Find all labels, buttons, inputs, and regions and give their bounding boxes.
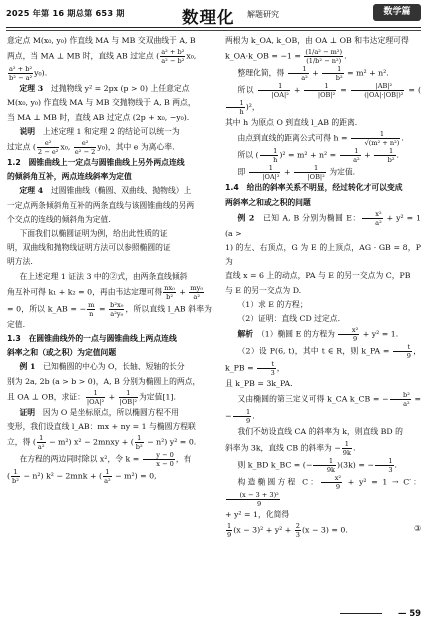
- issue-info: 2025 年第 16 期总第 653 期: [6, 8, 125, 18]
- denominator: 9k: [326, 465, 336, 474]
- text-span: ，: [276, 363, 285, 373]
- text-span: （2）设 P(6, t)，其中 t ∈ R，则 k_PA =: [237, 346, 393, 356]
- text-span: .: [344, 51, 347, 61]
- section-badge: 数学篇: [373, 4, 421, 21]
- text-line: 其中 h 为原点 O 到直线 l_AB 的距离.: [225, 118, 358, 128]
- fraction: [86, 389, 105, 406]
- text-span: +: [281, 167, 293, 177]
- numerator: 1: [249, 164, 281, 173]
- text-span: 因为 O 是坐标原点，所以椭圆方程不用: [42, 407, 179, 417]
- fraction: [375, 457, 394, 474]
- denominator: 2 − e²: [37, 148, 59, 157]
- text-line: [225, 343, 421, 377]
- fraction: [288, 65, 309, 82]
- text-span: 角互补可得 k₁ + k₂ = 0，再由韦达定理可得: [7, 287, 163, 297]
- fraction: [160, 48, 185, 65]
- fraction: [37, 434, 46, 451]
- text-span: (x − 3)² + y² +: [233, 525, 294, 535]
- text-span: 斜率为 3k，直线 CB 的斜率为 −: [225, 443, 341, 453]
- fraction: [109, 301, 124, 318]
- example-1: [7, 360, 212, 374]
- numerator: 1: [37, 434, 46, 443]
- text-span: .: [401, 133, 404, 143]
- fraction: [163, 284, 176, 301]
- fraction: [249, 164, 281, 181]
- fraction: [340, 147, 361, 164]
- fraction: [393, 343, 412, 360]
- text-line: [7, 284, 212, 301]
- text-span: (x − 3) = 0.: [301, 525, 348, 535]
- text-line: 且 k_PB = 3k_PA.: [225, 379, 293, 389]
- denominator: a²: [301, 74, 308, 83]
- numerator: 1: [135, 434, 144, 443]
- fraction: [260, 147, 279, 164]
- note: [7, 125, 212, 139]
- text-line: + y² = 1，化简得: [225, 509, 290, 519]
- text-span: + y² = 1 → C′：: [343, 477, 421, 487]
- text-span: + y² = 1 (a >: [225, 213, 422, 238]
- text-span: =: [96, 304, 109, 314]
- text-line: [7, 301, 212, 332]
- text-span: 为定值[1].: [139, 392, 176, 402]
- text-span: 整理化简，得: [237, 68, 287, 78]
- section-heading-1-2-cont: 的倾斜角互补，两点连线斜率为定值: [7, 172, 132, 182]
- text-span: x₀,: [60, 142, 73, 152]
- numerator: 1: [340, 147, 361, 156]
- section-heading-1-4: 1.4 给出的斜率关系不明显，经过转化才可以变成: [225, 183, 403, 193]
- text-span: 上述定理 1 和定理 2 的结论可以统一为: [42, 126, 180, 136]
- text-span: )²，: [245, 102, 260, 112]
- text-span: − n²) y² = 0.: [144, 437, 197, 447]
- denominator: 9: [352, 335, 358, 344]
- question-2: （2）证明：直线 CD 过定点.: [237, 314, 341, 324]
- denominator: a²: [104, 477, 111, 486]
- numerator: 1: [313, 457, 336, 466]
- text-span: .: [394, 460, 398, 470]
- example-label: 例 2: [237, 213, 255, 223]
- text-span: x₀,: [186, 51, 197, 61]
- denominator: (1/b² − n²): [306, 57, 342, 66]
- text-line: [7, 434, 212, 451]
- text-line: [225, 147, 421, 164]
- numerator: 1: [103, 468, 112, 477]
- note-label: 说明: [19, 126, 36, 136]
- text-span: ，有: [175, 454, 192, 464]
- denominator: a²: [403, 400, 410, 409]
- numerator: t: [257, 360, 276, 369]
- text-span: +: [290, 85, 304, 95]
- denominator: |OA|²: [86, 397, 105, 406]
- fraction: [313, 457, 336, 474]
- text-span: )² = m² + n² =: [279, 150, 339, 160]
- numerator: 1: [304, 82, 336, 91]
- text-span: 已知 A, B 分别为椭圆 E：: [263, 213, 361, 223]
- text-line: [225, 48, 421, 65]
- text-line: [7, 139, 212, 156]
- numerator: 1: [375, 457, 394, 466]
- numerator: 1: [351, 130, 400, 139]
- footer-rule: [340, 613, 382, 614]
- question-1: （1）求 E 的方程；: [237, 299, 308, 309]
- section-heading-1-4-cont: 两斜率之和或之积的问题: [225, 197, 311, 207]
- text-span: 则 k_BD k_BC = (−: [237, 460, 313, 470]
- text-span: (: [7, 471, 11, 481]
- text-span: − m²) x² − 2mnxy + (: [46, 437, 134, 447]
- text-span: − n²) k² − 2mnk + (: [20, 471, 103, 481]
- numerator: x²: [338, 326, 359, 335]
- text-line: [7, 451, 212, 468]
- denominator: 3: [270, 369, 275, 378]
- numerator: 1: [233, 408, 252, 417]
- text-span: 立，得 (: [7, 437, 36, 447]
- text-span: （1）椭圆 E 的方程为: [260, 329, 338, 339]
- proof: [7, 406, 212, 420]
- fraction: [8, 65, 33, 82]
- text-span: 由点到直线的距离公式可得 h =: [237, 133, 351, 143]
- fraction: [11, 468, 20, 485]
- text-line: 我们不妨设直线 CA 的斜率为 k，则直线 BD 的: [237, 427, 403, 437]
- numerator: 1: [86, 389, 105, 398]
- denominator: n: [89, 309, 94, 318]
- text-span: + y² = 1.: [360, 329, 399, 339]
- fraction: [226, 491, 280, 508]
- numerator: 1: [119, 389, 138, 398]
- numerator: e²: [37, 139, 59, 148]
- text-span: .: [252, 411, 255, 421]
- section-heading-1-3: 1.3 在圆锥曲线外的一点与圆锥曲线上两点连线: [7, 334, 177, 344]
- fraction: [321, 474, 342, 491]
- denominator: b²: [166, 292, 174, 301]
- denominator: e² − 2: [74, 148, 96, 157]
- text-span: +: [309, 68, 322, 78]
- solution-label: 解析: [237, 329, 254, 339]
- text-span: 在方程的两边同时除以 x²，令 k =: [19, 454, 142, 464]
- denominator: (|OA|·|OB|)²: [364, 91, 404, 100]
- denominator: |OB|²: [119, 397, 138, 406]
- solution: [225, 326, 421, 343]
- numerator: 1: [11, 468, 20, 477]
- text-line: 两点，当 MA ⊥ MB 时，直线 AB 过定点 ( $\frac{\text{a² + b²}}{\text{a² − b²}}$ x₀,: [7, 48, 197, 66]
- numerator: my₀: [190, 283, 204, 292]
- fraction: [294, 164, 326, 181]
- right-column: [225, 34, 421, 539]
- numerator: x²: [321, 474, 342, 483]
- denominator: a²: [353, 156, 360, 165]
- header-rule-thin: [6, 30, 421, 31]
- fraction: [304, 82, 336, 99]
- numerator: 2: [295, 521, 300, 530]
- numerator: e²: [74, 139, 96, 148]
- text-span: = (: [405, 85, 421, 95]
- text-line: 当 MA ⊥ MB 时，直线 AB 过定点 (2p + x₀, −y₀).: [7, 112, 190, 122]
- denominator: |OB|²: [307, 173, 325, 182]
- fraction: [226, 522, 232, 539]
- text-line: 与 E 的另一交点为 D.: [225, 285, 302, 295]
- fraction: [322, 65, 343, 82]
- text-span: ，所以直线 l_AB 斜率为定值.: [7, 304, 212, 329]
- denominator: b²: [387, 156, 395, 165]
- fraction: [390, 391, 411, 408]
- text-span: )(3k) = −: [337, 460, 374, 470]
- fraction: [103, 468, 112, 485]
- text-span: = m² + n².: [344, 68, 389, 78]
- denominator: 9k: [342, 448, 351, 457]
- text-line: [225, 130, 421, 147]
- numerator: b²: [390, 391, 411, 400]
- numerator: m: [88, 300, 95, 309]
- text-span: 过抛物线 y² = 2px (p > 0) 上任意定点: [51, 84, 190, 94]
- numerator: 1: [322, 65, 343, 74]
- proof-label: 证明: [19, 407, 36, 417]
- text-line: 明方法.: [7, 257, 33, 267]
- fraction: [37, 139, 59, 156]
- numerator: a² + b²: [9, 65, 33, 74]
- page-number-value: 59: [409, 608, 421, 618]
- theorem-label: 定理 3: [19, 84, 44, 94]
- page-number: — 59: [398, 608, 421, 618]
- header-rule: [6, 27, 421, 28]
- left-column: [7, 34, 212, 485]
- text-line: 明，双曲线和抛物线证明方法可以参照椭圆的证: [7, 243, 171, 253]
- example-2: [225, 210, 421, 241]
- text-span: 构造椭圆方程 C：: [237, 477, 321, 487]
- numerator: a² + b²: [161, 48, 185, 57]
- fraction: [74, 139, 96, 156]
- text-span: 两点，当 MA ⊥ MB 时，直线 AB 过定点: [7, 51, 154, 61]
- fraction: [143, 451, 175, 468]
- denominator: b²: [335, 74, 343, 83]
- fraction: [342, 440, 352, 457]
- text-span: k_OA·k_OB = −1 =: [225, 51, 304, 61]
- theorem-label: 定理 4: [19, 186, 44, 196]
- fraction: [258, 82, 290, 99]
- denominator: b²: [12, 477, 19, 486]
- denominator: |OB|²: [317, 91, 336, 100]
- text-line: 直线 x = 6 上的动点，PA 与 E 的另一交点为 C，PB: [225, 271, 411, 281]
- text-span: +: [361, 150, 374, 160]
- text-line: [225, 457, 421, 474]
- text-line: 下面我们以椭圆证明为例，给出此性质的证: [19, 229, 168, 239]
- text-span: 且 OA ⊥ OB，求证：: [7, 392, 85, 402]
- fraction: [351, 82, 405, 99]
- text-line: [225, 440, 421, 457]
- fraction: [119, 389, 138, 406]
- denominator: 3: [388, 465, 393, 474]
- numerator: y − 0: [143, 451, 175, 460]
- denominator: h: [239, 108, 244, 117]
- denominator: |OA|²: [262, 173, 280, 182]
- fraction: [257, 360, 276, 377]
- fraction: [233, 408, 255, 426]
- denominator: 9: [227, 530, 232, 539]
- denominator: 9: [335, 482, 341, 491]
- text-span: =: [337, 85, 350, 95]
- numerator: 1: [342, 440, 352, 449]
- equation-3: [225, 522, 421, 539]
- magazine-title: 数理化: [182, 8, 235, 27]
- denominator: x − 0: [156, 460, 174, 469]
- text-span: − m²) = 0,: [112, 471, 157, 481]
- text-span: 所以 (: [237, 150, 259, 160]
- text-line: [225, 82, 421, 116]
- denominator: a²: [193, 292, 200, 301]
- fraction: [135, 434, 144, 451]
- numerator: 1: [288, 65, 309, 74]
- text-span: .: [396, 150, 399, 160]
- text-line: [225, 474, 421, 508]
- text-line: 别为 2a, 2b (a > b > 0)，A, B 分别为椭圆上的两点，: [7, 376, 201, 386]
- theorem-3: [7, 82, 212, 96]
- section-heading-1-3-cont: 斜率之和（或之积）为定值问题: [7, 348, 117, 358]
- denominator: b²: [135, 443, 143, 452]
- denominator: h: [273, 156, 278, 165]
- text-line: 1) 的左、右顶点，G 为 E 的上顶点，AG · GB = 8，P 为: [225, 243, 421, 267]
- numerator: (1/a² − m²): [305, 48, 343, 57]
- text-span: +: [176, 287, 189, 297]
- denominator: 9: [406, 352, 411, 361]
- theorem-4: [7, 184, 212, 198]
- denominator: a²: [37, 443, 45, 452]
- denominator: a² − b²: [161, 57, 185, 66]
- fraction: [304, 48, 343, 65]
- text-line: [225, 65, 421, 82]
- fraction: [87, 301, 95, 318]
- text-span: = 0，所以 k_AB = −: [7, 304, 87, 314]
- text-span: 所以: [237, 85, 258, 95]
- numerator: 1: [258, 82, 290, 91]
- text-span: ，k_PB =: [225, 346, 422, 373]
- text-line: 变形，我们设直线 l_AB：mx + ny = 1 与椭圆方程联: [7, 422, 196, 432]
- section-title: 解题研究: [247, 10, 279, 19]
- text-span: +: [106, 392, 118, 402]
- equation-tag: ③: [414, 523, 421, 533]
- section-heading-1-2: 1.2 圆锥曲线上一定点与圆锥曲线上另外两点连线: [7, 158, 185, 168]
- text-span: 又由椭圆的第三定义可得 k_CA k_CB = −: [237, 394, 389, 404]
- denominator: |OA|²: [271, 91, 289, 100]
- denominator: a²y₀: [110, 309, 124, 318]
- numerator: 1: [260, 147, 279, 156]
- denominator: 3: [295, 530, 300, 539]
- text-span: 已知椭圆的中心为 O，长轴、短轴的长分: [43, 362, 185, 372]
- numerator: nx₀: [164, 283, 175, 292]
- text-span: 过定点 (: [7, 142, 36, 152]
- text-span: 过圆锥曲线（椭圆、双曲线、抛物线）上: [51, 186, 192, 196]
- text-line: 个交点的连线的倾斜角为定值.: [7, 214, 111, 224]
- numerator: (x − 3 + 3)²: [226, 491, 280, 500]
- text-span: = −: [225, 394, 421, 421]
- text-line: [7, 65, 212, 82]
- fraction: [374, 147, 395, 164]
- numerator: t: [393, 343, 412, 352]
- text-line: 一定点两条倾斜角互补的两条直线与该圆锥曲线的另两: [7, 200, 195, 210]
- text-span: y₀)，其中 e 为离心率.: [97, 142, 175, 152]
- text-line: 两根为 k_OA, k_OB，由 OA ⊥ OB 和韦达定理可得: [225, 36, 409, 45]
- fraction: [295, 522, 301, 539]
- text-line: [225, 391, 421, 425]
- text-line: 意定点 M(x₀, y₀) 作直线 MA 与 MB 交双曲线于 A, B: [7, 36, 196, 45]
- text-span: 为定值.: [326, 167, 356, 177]
- denominator: b² − a²: [9, 74, 33, 83]
- fraction: [351, 130, 400, 147]
- denominator: 9: [246, 417, 251, 426]
- denominator: √(m² + n²): [364, 139, 400, 148]
- text-span: .: [353, 443, 356, 453]
- text-line: M(x₀, y₀) 作直线 MA 与 MB 交抛物线于 A, B 两点，: [7, 98, 196, 108]
- text-line: [225, 164, 421, 181]
- text-line: 在上述定理 1 证法 3 中的②式，由两条直线倾斜: [19, 271, 188, 281]
- fraction: [189, 284, 204, 301]
- numerator: 1: [226, 99, 245, 108]
- fraction: [338, 326, 359, 343]
- numerator: 1: [294, 164, 326, 173]
- numerator: 1: [227, 521, 232, 530]
- page-header: [0, 0, 427, 30]
- fraction: [226, 99, 245, 116]
- text-span: 即: [237, 167, 248, 177]
- text-line: [7, 389, 212, 406]
- denominator: 9: [257, 499, 262, 508]
- text-span: y₀).: [34, 68, 48, 78]
- numerator: x²: [362, 210, 383, 219]
- numerator: 1: [374, 147, 395, 156]
- numerator: b²x₀: [110, 300, 124, 309]
- text-line: [7, 468, 212, 485]
- fraction: [362, 210, 383, 227]
- numerator: |AB|²: [351, 82, 405, 91]
- denominator: a²: [375, 218, 382, 227]
- example-label: 例 1: [19, 362, 36, 372]
